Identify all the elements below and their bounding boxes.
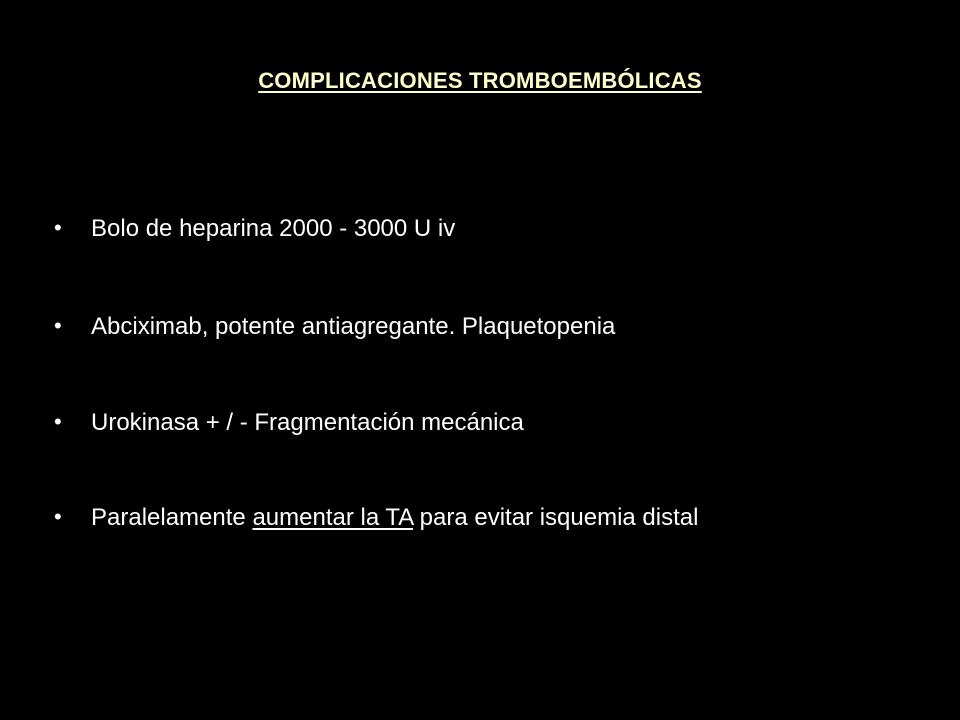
bullet-icon: • xyxy=(54,504,62,529)
bullet-text: Bolo de heparina 2000 - 3000 U iv xyxy=(91,215,456,242)
bullet-item xyxy=(50,313,930,353)
bullet-text-after: para evitar isquemia distal xyxy=(412,504,699,531)
bullet-icon: • xyxy=(54,313,62,338)
slide-title: COMPLICACIONES TROMBOEMBÓLICAS xyxy=(258,68,702,93)
bullet-icon: • xyxy=(54,215,62,240)
bullet-item xyxy=(50,504,930,544)
bullet-icon: • xyxy=(54,409,62,434)
bullet-text-emphasis: aumentar la TA xyxy=(252,504,413,531)
bullet-text xyxy=(91,504,698,532)
bullet-item xyxy=(50,409,930,449)
bullet-text: Urokinasa + / - Fragmentación mecánica xyxy=(91,409,524,436)
bullet-text: Abciximab, potente antiagregante. Plaquetopenia xyxy=(91,313,616,340)
bullet-item xyxy=(50,215,930,255)
bullet-text-before: Paralelamente xyxy=(91,504,253,531)
